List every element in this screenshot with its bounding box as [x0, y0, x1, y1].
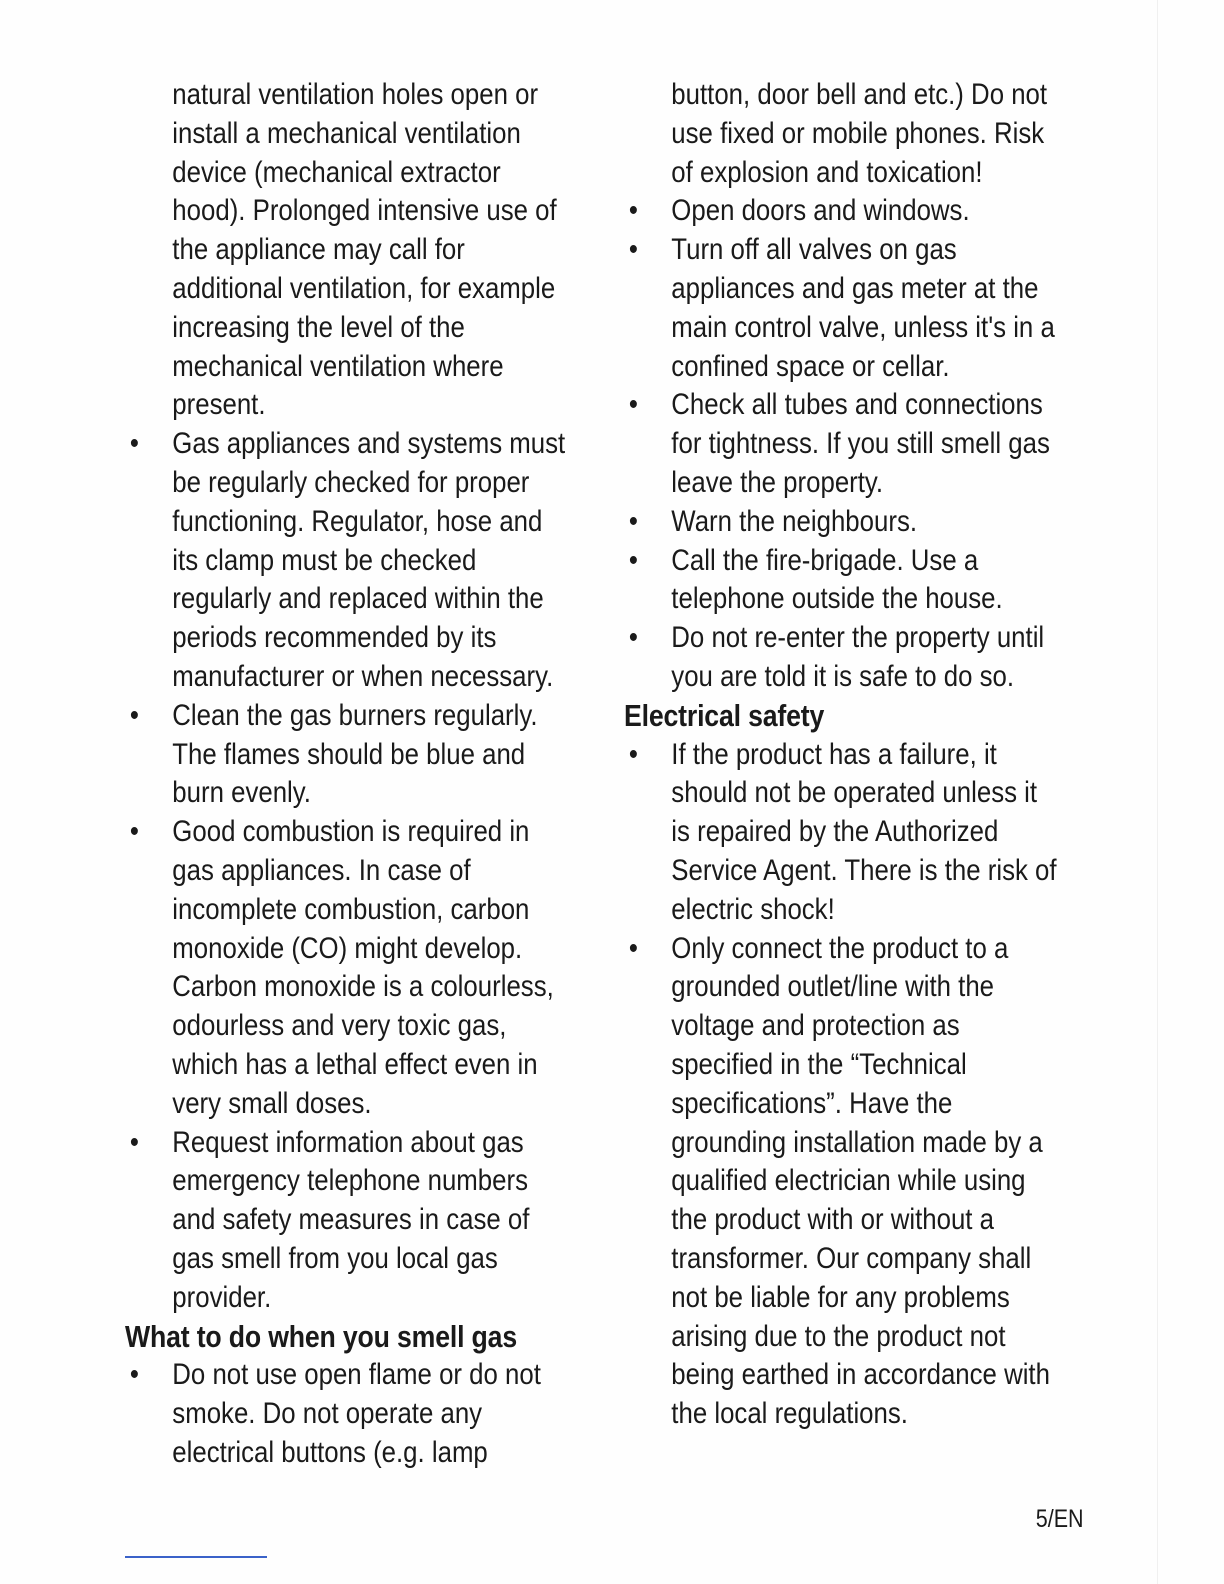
left-column [125, 76, 594, 1473]
list-item-text: Do not re-enter the property until you are told it is safe to do so. [671, 621, 1045, 693]
bullet-list [624, 736, 1093, 1434]
section-heading-electrical-safety: Electrical safety [624, 697, 825, 733]
list-item-text: Clean the gas burners regularly. The flames should be blue and burn evenly. [172, 698, 538, 810]
bullet-icon [128, 1124, 140, 1163]
list-item [624, 542, 1093, 620]
list-item [624, 930, 1093, 1434]
list-item [125, 1124, 594, 1318]
bullet-icon [128, 425, 140, 464]
bullet-icon [627, 503, 639, 542]
list-item-text: Warn the neighbours. [671, 504, 918, 538]
list-item [624, 503, 1093, 542]
bullet-icon [627, 619, 639, 658]
list-item [624, 619, 1093, 697]
continued-paragraph: natural ventilation holes open or install a mechanical ventilation device (mechanical extractor hood). Prolonged intensive use of the appliance may call for additional ventilation, for example increasing the level of the mechanical ventilation where present. [172, 78, 557, 422]
bullet-icon [128, 1356, 140, 1395]
list-item-text: Call the fire-brigade. Use a telephone outside the house. [671, 543, 1003, 616]
bullet-icon [627, 542, 639, 581]
list-item [624, 231, 1093, 386]
list-item-text: Check all tubes and connections for tightness. If you still smell gas leave the property. [671, 388, 1050, 499]
list-item [125, 1356, 594, 1472]
bullet-icon [128, 697, 140, 736]
list-item [624, 192, 1093, 231]
page-number: 5/EN [1036, 1505, 1084, 1533]
list-item-text: Only connect the product to a grounded outlet/line with the voltage and protection as specified in the “Technical specifications”. Have the grounding installation made by a qualified electrician while using the product with or without a transformer. Our company shall not be liable for any problems arising due to the product not being earthed in accordance with the local regulations. [671, 931, 1050, 1431]
section-heading-smell-gas: What to do when you smell gas [125, 1318, 517, 1354]
page-edge [1157, 0, 1158, 1584]
bullet-list [125, 1356, 594, 1472]
list-item [624, 386, 1093, 502]
list-item-text: If the product has a failure, it should not be operated unless it is repaired by the Authorized Service Agent. There is the risk of electric shock! [671, 737, 1057, 926]
list-item [624, 736, 1093, 930]
list-item-text: Request information about gas emergency telephone numbers and safety measures in case of gas smell from you local gas provider. [172, 1125, 530, 1314]
list-item-text: Good combustion is required in gas appliances. In case of incomplete combustion, carbon monoxide (CO) might develop. Carbon monoxide is a colourless, odourless and very toxic gas, which has a lethal effect even in very small doses. [172, 815, 554, 1120]
bullet-icon [128, 813, 140, 852]
bullet-icon [627, 231, 639, 270]
list-item-text: Do not use open flame or do not smoke. Do not operate any electrical buttons (e.g. lamp [172, 1358, 541, 1469]
list-item-text: Gas appliances and systems must be regularly checked for proper functioning. Regulator, hose and its clamp must be checked regularly and replaced within the periods recommended by its manufacturer or when necessary. [172, 427, 566, 693]
list-item [125, 697, 594, 813]
right-column [624, 76, 1093, 1434]
list-item [125, 425, 594, 697]
bullet-icon [627, 386, 639, 425]
list-item-text: Open doors and windows. [671, 194, 970, 228]
bullet-list [125, 425, 594, 1317]
bullet-icon [627, 192, 639, 231]
bullet-icon [627, 736, 639, 775]
bullet-list [624, 192, 1093, 696]
bullet-icon [627, 930, 639, 969]
footer-rule [125, 1556, 267, 1558]
list-item [125, 813, 594, 1123]
list-item-text: Turn off all valves on gas appliances and gas meter at the main control valve, unless it's in a confined space or cellar. [671, 233, 1055, 383]
continued-paragraph: button, door bell and etc.) Do not use fixed or mobile phones. Risk of explosion and toxication! [671, 78, 1048, 189]
